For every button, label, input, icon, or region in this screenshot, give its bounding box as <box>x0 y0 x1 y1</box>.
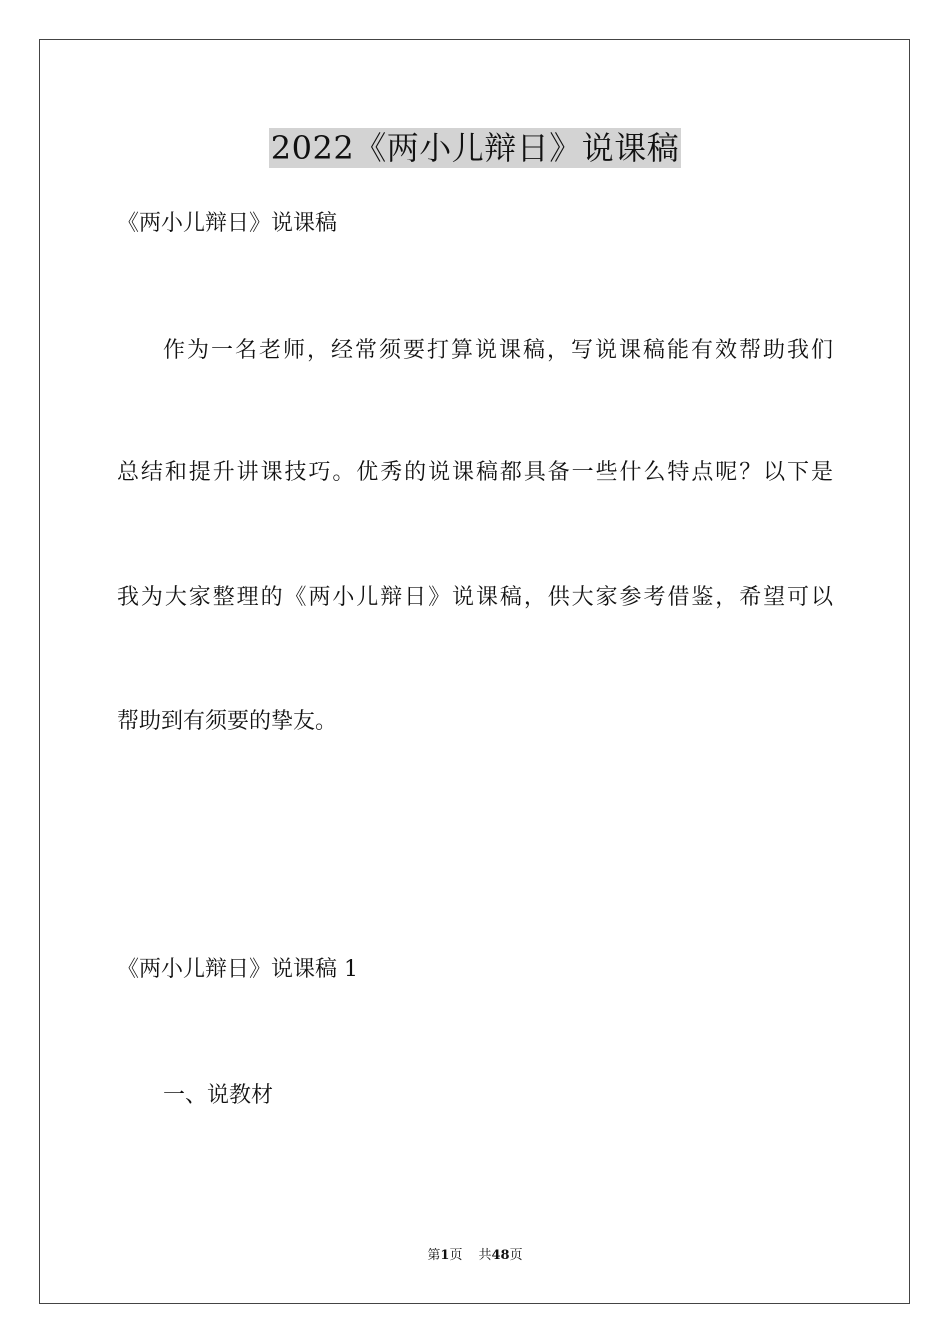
intro-line-2: 总结和提升讲课技巧。优秀的说课稿都具备一些什么特点呢？以下是 <box>117 460 833 485</box>
section-heading: 一、说教材 <box>163 1083 274 1108</box>
page-footer <box>0 1247 950 1265</box>
document-title: 2022《两小儿辩日》说课稿 <box>270 129 680 167</box>
footer-page-suffix: 页 <box>449 1248 463 1263</box>
intro-line-1: 作为一名老师，经常须要打算说课稿，写说课稿能有效帮助我们 <box>163 338 833 363</box>
document-subtitle: 《两小儿辩日》说课稿 <box>117 211 338 236</box>
footer-page-prefix: 第 <box>427 1248 441 1263</box>
footer-total-prefix: 共 <box>478 1248 492 1263</box>
footer-page-number: 1 <box>440 1248 450 1263</box>
intro-line-4: 帮助到有须要的挚友。 <box>117 709 338 734</box>
footer-total-pages: 48 <box>491 1248 510 1263</box>
footer-total-suffix: 页 <box>509 1248 523 1263</box>
intro-line-3: 我为大家整理的《两小儿辩日》说课稿，供大家参考借鉴，希望可以 <box>117 585 833 610</box>
section-title: 《两小儿辩日》说课稿 1 <box>117 957 358 982</box>
title-container <box>0 128 950 168</box>
